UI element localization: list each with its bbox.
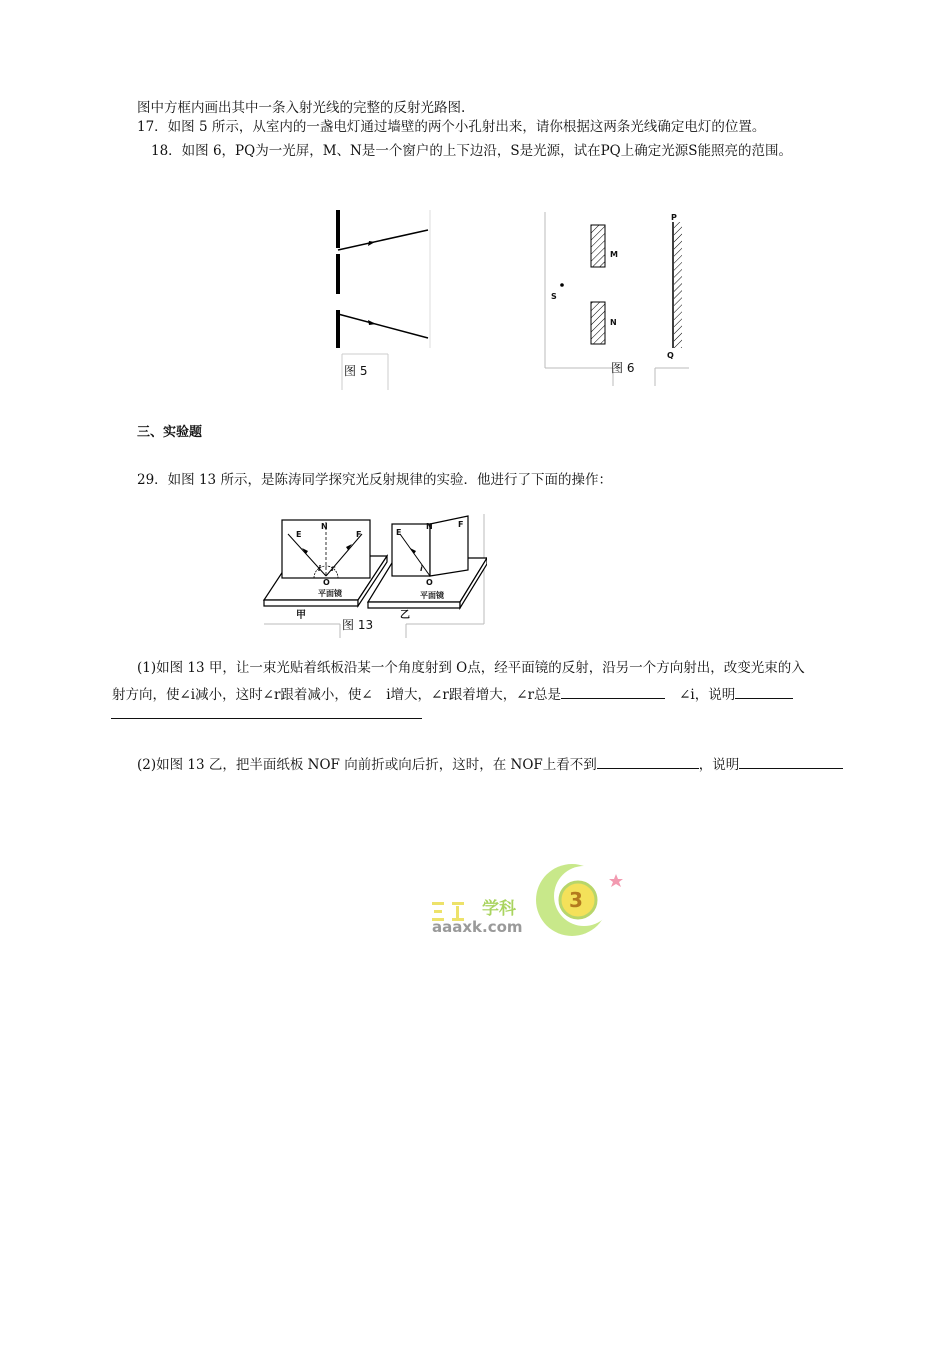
figure-5 — [330, 210, 435, 390]
label-n-yi: N — [426, 522, 433, 531]
part-1-line-2 — [112, 684, 793, 704]
part-1-text-a: 射方向，使∠i减小，这时∠r跟着减小，使∠ i增大，∠r跟着增大，∠r总是 — [112, 687, 562, 703]
watermark-logo — [428, 860, 628, 950]
answer-blank-5[interactable] — [739, 754, 843, 769]
watermark-crescent-icon — [428, 860, 628, 950]
watermark-badge: 3 — [569, 888, 583, 912]
label-e-yi: E — [396, 528, 402, 537]
label-mirror-jia: 平面镜 — [318, 589, 342, 598]
answer-blank-3[interactable] — [111, 718, 422, 719]
label-f-jia: F — [356, 530, 362, 539]
label-e-jia: E — [296, 530, 302, 539]
watermark-url: aaaxk.com — [432, 918, 523, 936]
label-yi: 乙 — [400, 610, 410, 621]
section-3-heading: 三、实验题 — [137, 425, 203, 440]
answer-blank-1[interactable] — [561, 684, 665, 699]
label-i-yi: i — [420, 564, 423, 573]
label-r-jia: r — [331, 564, 335, 573]
label-jia: 甲 — [296, 610, 306, 621]
question-29: 29．如图 13 所示，是陈涛同学探究光反射规律的实验．他进行了下面的操作： — [137, 472, 612, 488]
label-o-yi: O — [426, 578, 433, 587]
label-o-jia: O — [323, 578, 330, 587]
intro-line: 图中方框内画出其中一条入射光线的完整的反射光路图. — [137, 100, 466, 116]
label-i-jia: i — [318, 564, 321, 573]
figure-6 — [543, 210, 693, 390]
figure-5-caption: 图 5 — [344, 364, 368, 378]
part-2-text-a: (2)如图 13 乙，把半面纸板 NOF 向前折或向后折，这时，在 NOF上看不到 — [137, 757, 597, 773]
part-2-line — [137, 754, 843, 774]
part-1-line-1: (1)如图 13 甲，让一束光贴着纸板沿某一个角度射到 O点，经平面镜的反射，沿另一个方向射出，改变光束的入 — [137, 660, 805, 676]
label-mirror-yi: 平面镜 — [420, 591, 444, 600]
label-n: N — [610, 318, 617, 327]
figure-13-caption: 图 13 — [342, 618, 374, 632]
question-18: 18．如图 6，PQ为一光屏，M、N是一个窗户的上下边沿，S是光源，试在PQ上确定光源S能照亮的范围。 — [151, 143, 792, 159]
figure-13 — [262, 512, 487, 640]
answer-blank-2[interactable] — [735, 684, 793, 699]
answer-blank-4[interactable] — [597, 754, 699, 769]
figure-6-caption: 图 6 — [611, 361, 635, 375]
label-s: S — [551, 292, 557, 301]
label-m: M — [610, 250, 618, 259]
question-17: 17．如图 5 所示，从室内的一盏电灯通过墙壁的两个小孔射出来，请你根据这两条光线确定电灯的位置。 — [137, 119, 766, 135]
label-p: P — [671, 213, 677, 222]
label-q: Q — [667, 351, 674, 360]
part-2-text-b: ，说明 — [698, 757, 740, 773]
part-1-text-b: ∠i，说明 — [679, 687, 736, 703]
watermark-brand: 学科 — [482, 899, 516, 919]
label-f-yi: F — [458, 520, 464, 529]
label-n-jia: N — [321, 522, 328, 531]
